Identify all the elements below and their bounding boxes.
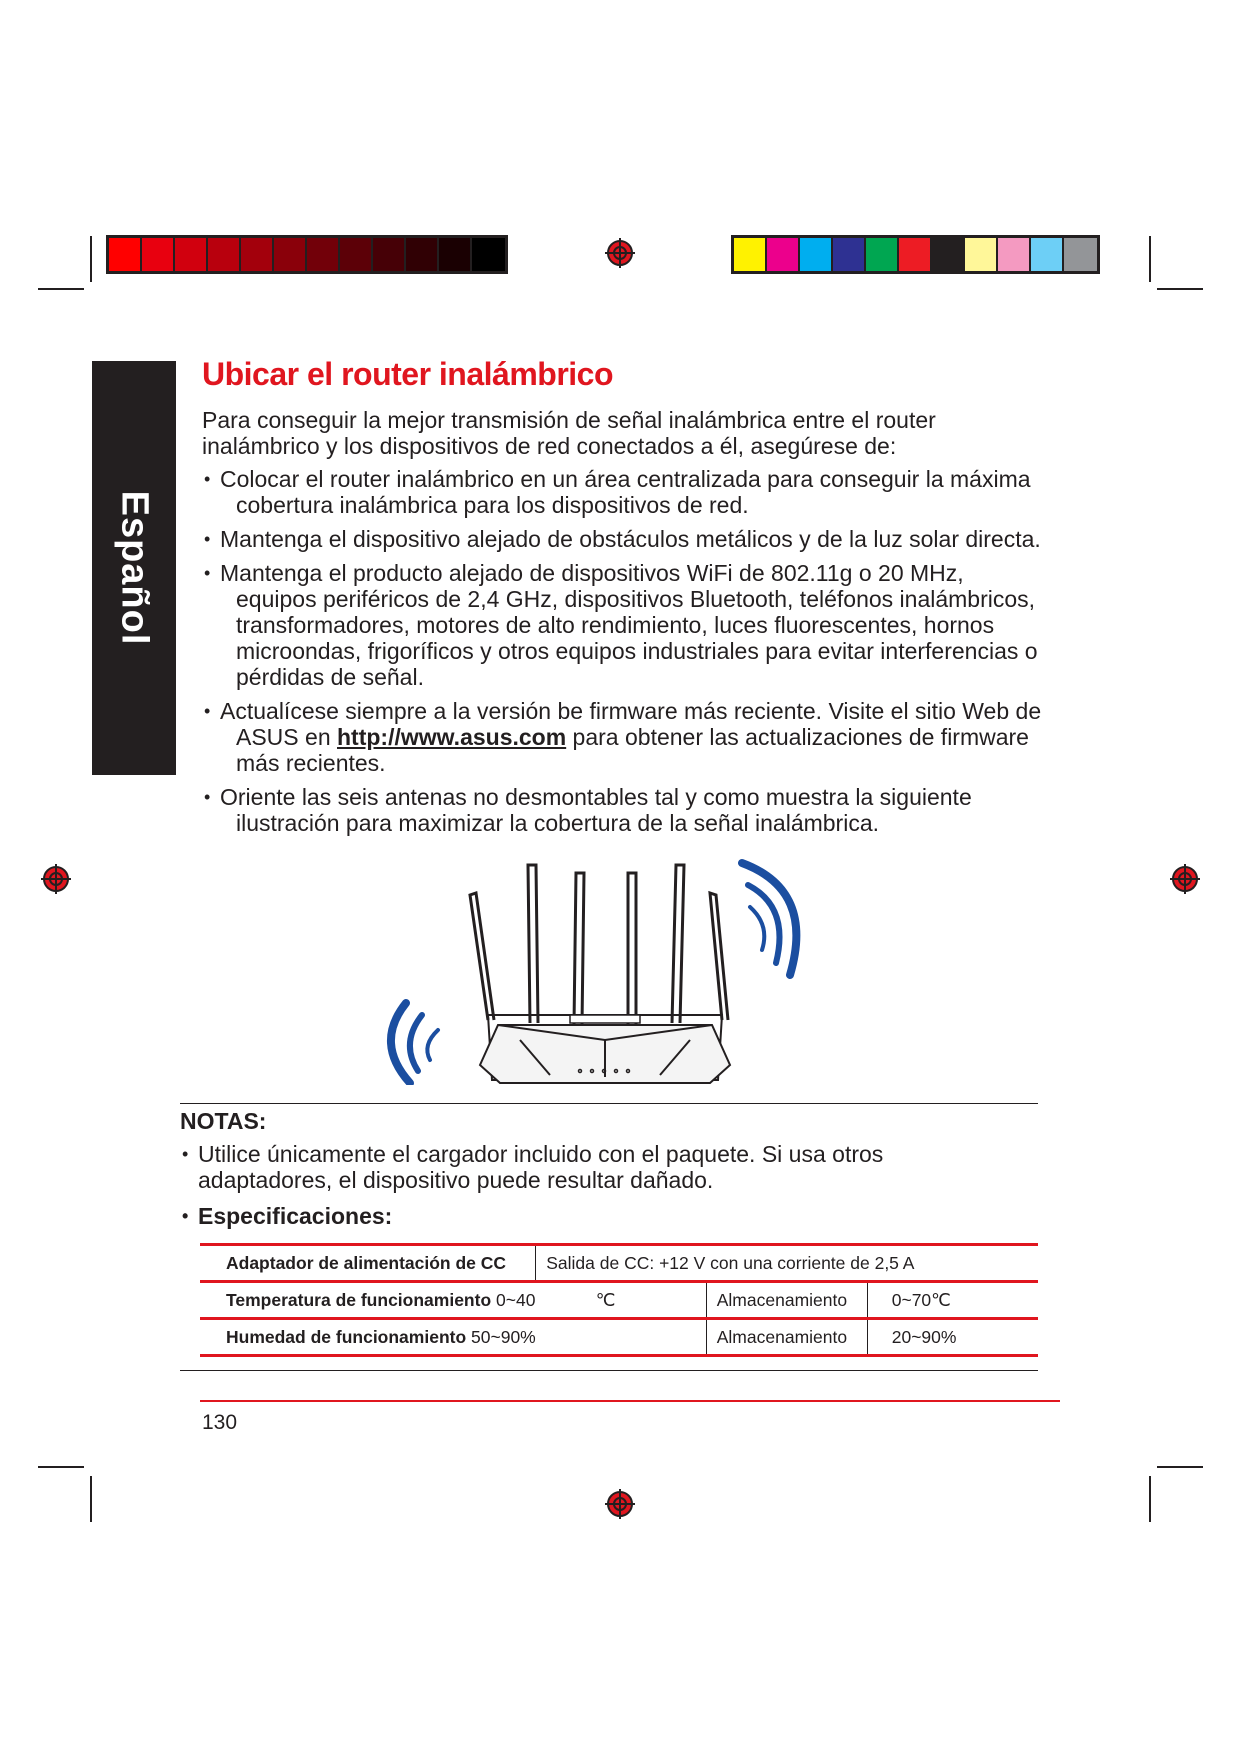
color-swatch [932,238,965,271]
color-swatch [1064,238,1097,271]
color-swatch [373,238,406,271]
color-swatch [241,238,274,271]
crop-mark [90,236,92,282]
notes-title: NOTAS: [180,1108,267,1134]
crop-mark [90,1476,92,1522]
language-side-tab [92,361,176,775]
color-swatch [998,238,1031,271]
table-row [200,1319,1038,1356]
spec-storage-value: 20~90% [867,1319,1038,1356]
color-swatch [175,238,208,271]
color-swatch [767,238,800,271]
color-swatch [208,238,241,271]
notes-divider-top [180,1103,1038,1104]
color-swatch [142,238,175,271]
color-swatch [833,238,866,271]
section-title: Ubicar el router inalámbrico [202,356,614,392]
spec-storage-label: Almacenamiento [706,1319,867,1356]
color-swatch [899,238,932,271]
registration-mark-icon [605,238,635,268]
notes-list [180,1141,1000,1239]
spec-storage-label: Almacenamiento [706,1282,867,1319]
color-calibration-bar-left [106,235,508,274]
specifications-table [200,1243,1038,1357]
registration-mark-icon [41,864,71,894]
page-number: 130 [202,1411,238,1434]
color-swatch [866,238,899,271]
registration-mark-icon [1170,864,1200,894]
spec-storage-value: 0~70℃ [867,1282,1038,1319]
crop-mark [38,1466,84,1468]
color-swatch [340,238,373,271]
list-item: • Especificaciones: [180,1203,1000,1229]
spec-unit: ℃ [536,1282,707,1319]
color-swatch [800,238,833,271]
spec-label: Humedad de funcionamiento 50~90% [200,1319,536,1356]
router-antenna-illustration [370,845,850,1085]
crop-mark [1149,236,1151,282]
crop-mark [38,288,84,290]
registration-mark-icon [605,1489,635,1519]
color-swatch [406,238,439,271]
crop-mark [1157,1466,1203,1468]
list-item: • Oriente las seis antenas no desmontables tal y como muestra la siguiente ilustración para maximizar la cobertura de la señal inalámbrica. [202,784,1052,836]
list-item: • Colocar el router inalámbrico en un área centralizada para conseguir la máxima cobertura inalámbrica para los dispositivos de red. [202,466,1052,518]
table-row [200,1245,1038,1282]
spec-label: Adaptador de alimentación de CC [200,1245,536,1282]
color-calibration-bar-right [731,235,1100,274]
list-item: • Actualícese siempre a la versión be firmware más reciente. Visite el sitio Web de ASUS en http://www.asus.com para obtener las actualizaciones de firmware más recientes. [202,698,1052,776]
color-swatch [274,238,307,271]
list-item: • Utilice únicamente el cargador incluido con el paquete. Si usa otros adaptadores, el dispositivo puede resultar dañado. [180,1141,1000,1193]
footer-rule [200,1400,1060,1402]
color-swatch [472,238,505,271]
list-item: • Mantenga el dispositivo alejado de obstáculos metálicos y de la luz solar directa. [202,526,1052,552]
color-swatch [439,238,472,271]
crop-mark [1149,1476,1151,1522]
intro-paragraph: Para conseguir la mejor transmisión de señal inalámbrica entre el router inalámbrico y los dispositivos de red conectados a él, asegúrese de: [202,407,936,459]
color-swatch [109,238,142,271]
language-label: Español [113,490,156,646]
asus-website-link[interactable]: http://www.asus.com [337,724,567,750]
spec-label: Temperatura de funcionamiento 0~40 [200,1282,536,1319]
list-item: • Mantenga el producto alejado de dispositivos WiFi de 802.11g o 20 MHz, equipos periféricos de 2,4 GHz, dispositivos Bluetooth, teléfonos inalámbricos, transformadores, motores de alto rendimiento, luces fluorescentes, hornos microondas, frigoríficos y otros equipos industriales para evitar interferencias o pérdidas de señal. [202,560,1052,690]
placement-tips-list [202,466,1052,844]
color-swatch [1031,238,1064,271]
color-swatch [965,238,998,271]
notes-divider-bottom [180,1370,1038,1371]
spec-value: Salida de CC: +12 V con una corriente de 2,5 A [536,1245,1038,1282]
table-row [200,1282,1038,1319]
color-swatch [734,238,767,271]
crop-mark [1157,288,1203,290]
color-swatch [307,238,340,271]
